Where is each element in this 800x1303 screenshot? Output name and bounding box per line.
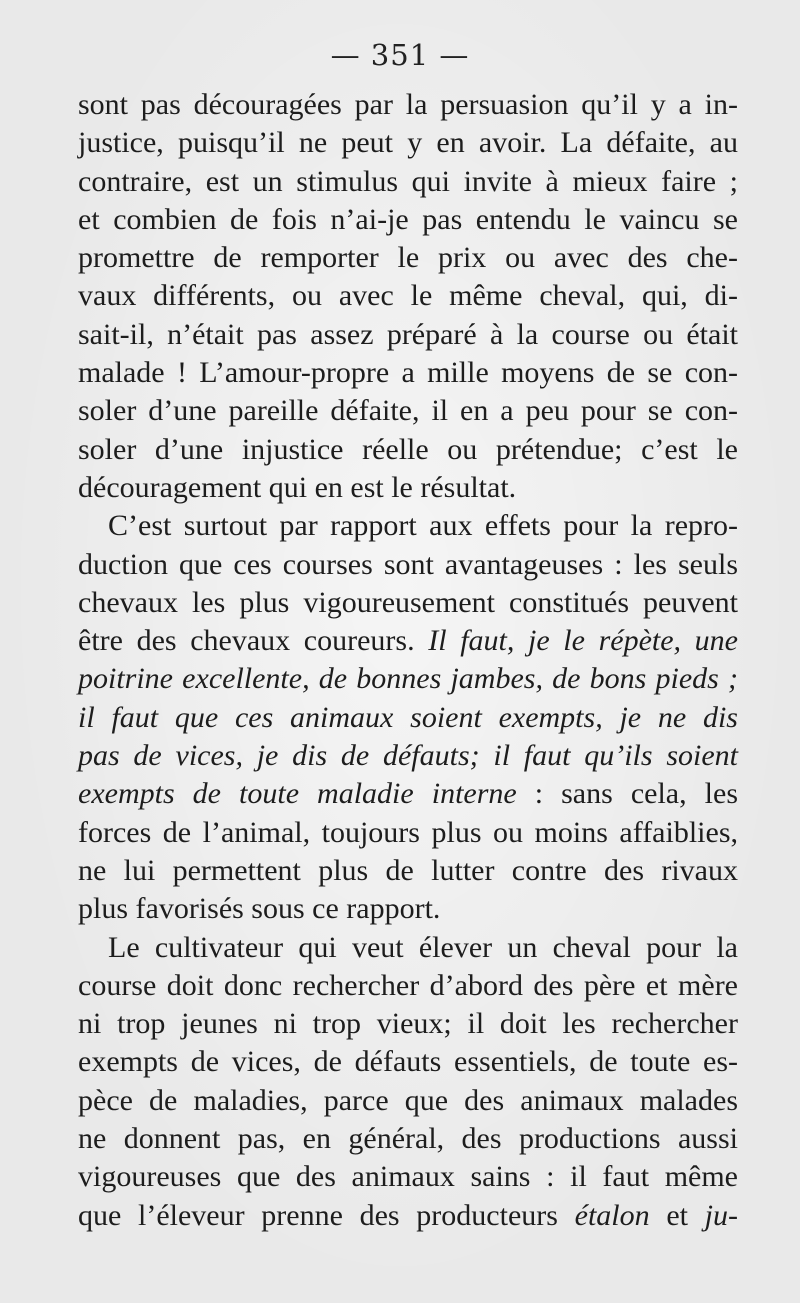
text-line xyxy=(78,967,738,1005)
text-run: Le cultivateur qui veut élever un cheval pour la xyxy=(108,930,738,964)
text-run: pèce de maladies, parce que des animaux malades xyxy=(78,1083,738,1117)
text-run: que l’éleveur prenne des producteurs xyxy=(78,1198,575,1232)
italic-text: pas de vices, je dis de défauts; il faut qu’ils soient xyxy=(78,739,738,773)
text-run: promettre de remporter le prix ou avec des che- xyxy=(78,241,738,275)
text-line xyxy=(78,890,738,928)
italic-text: il faut que ces animaux soient exempts, je ne dis xyxy=(78,700,738,734)
text-line xyxy=(78,507,738,545)
text-run: justice, puisqu’il ne peut y en avoir. La défaite, au xyxy=(78,126,738,160)
text-line xyxy=(78,1082,738,1120)
text-line xyxy=(78,699,738,737)
italic-text: ju- xyxy=(704,1198,738,1232)
text-line xyxy=(78,1120,738,1158)
text-line xyxy=(78,1005,738,1043)
text-run: et xyxy=(649,1198,705,1232)
text-run: vaux différents, ou avec le même cheval, qui, di- xyxy=(78,279,738,313)
text-line xyxy=(78,814,738,852)
text-run: ne lui permettent plus de lutter contre des rivaux xyxy=(78,853,738,887)
text-run: malade ! L’amour-propre a mille moyens de se con- xyxy=(78,356,738,390)
text-line xyxy=(78,392,738,430)
text-line xyxy=(78,622,738,660)
text-run: soler d’une pareille défaite, il en a peu pour se con- xyxy=(78,394,738,428)
text-run: être des chevaux coureurs. xyxy=(78,624,429,658)
text-run: duction que ces courses sont avantageuses : les seuls xyxy=(78,547,738,581)
text-line xyxy=(78,201,738,239)
text-run: ni trop jeunes ni trop vieux; il doit les rechercher xyxy=(78,1007,738,1041)
bottom-margin xyxy=(0,1230,800,1303)
text-line xyxy=(78,277,738,315)
text-run: sont pas découragées par la persuasion qu’il y a in- xyxy=(78,88,738,121)
text-run: contraire, est un stimulus qui invite à mieux faire ; xyxy=(78,164,738,198)
text-line xyxy=(78,775,738,813)
text-line xyxy=(78,737,738,775)
text-line xyxy=(78,1158,738,1196)
page-body-text xyxy=(78,86,738,1235)
text-run: chevaux les plus vigoureusement constitués peuvent xyxy=(78,585,738,619)
italic-text: exempts de toute maladie interne xyxy=(78,777,517,811)
text-line xyxy=(78,163,738,201)
text-line xyxy=(78,86,738,124)
text-line xyxy=(78,852,738,890)
text-line xyxy=(78,929,738,967)
italic-text: étalon xyxy=(574,1198,650,1232)
text-line xyxy=(78,316,738,354)
italic-text: Il faut, je le répète, une xyxy=(428,624,738,658)
text-run: vigoureuses que des animaux sains : il faut même xyxy=(78,1160,738,1194)
page-number: — 351 — xyxy=(330,38,470,72)
text-line xyxy=(78,354,738,392)
text-line xyxy=(78,431,738,469)
text-run: course doit donc rechercher d’abord des père et mère xyxy=(78,968,738,1002)
text-line xyxy=(78,1043,738,1081)
italic-text: poitrine excellente, de bonnes jambes, de bons pieds ; xyxy=(78,662,738,696)
text-run: plus favorisés sous ce rapport. xyxy=(78,892,441,926)
text-line xyxy=(78,124,738,162)
text-line xyxy=(78,546,738,584)
text-run: et combien de fois n’ai-je pas entendu le vaincu se xyxy=(78,202,738,236)
text-run: : sans cela, les xyxy=(516,777,738,811)
text-run: C’est surtout par rapport aux effets pour la repro- xyxy=(108,509,738,543)
text-run: forces de l’animal, toujours plus ou moins affaiblies, xyxy=(78,815,738,849)
text-run: découragement qui en est le résultat. xyxy=(78,470,517,504)
text-line xyxy=(78,660,738,698)
text-line xyxy=(78,584,738,622)
text-run: exempts de vices, de défauts essentiels, de toute es- xyxy=(78,1045,738,1079)
text-line xyxy=(78,239,738,277)
text-line xyxy=(78,469,738,507)
text-run: soler d’une injustice réelle ou prétendue; c’est le xyxy=(78,432,738,466)
text-run: ne donnent pas, en général, des productions aussi xyxy=(78,1122,738,1156)
text-run: sait-il, n’était pas assez préparé à la course ou était xyxy=(78,317,738,351)
